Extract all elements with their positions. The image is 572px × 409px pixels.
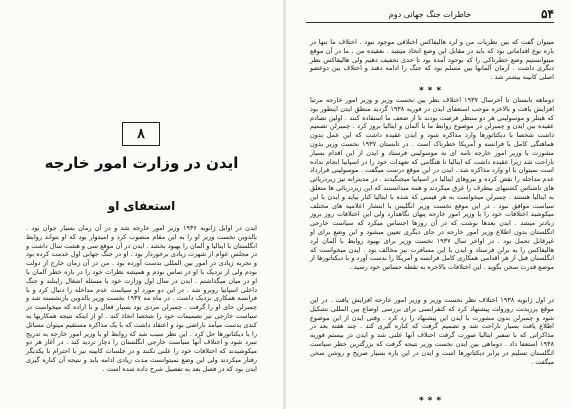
page-number: ۵۴ [541, 7, 554, 21]
right-page [286, 0, 572, 409]
chapter-number: ۸ [137, 126, 145, 142]
right-block-3 [310, 296, 554, 366]
chapter-title: ایدن در وزارت امور خارجه [44, 154, 239, 172]
paragraph-2: دوماهه تابستان تا آخرسال ۱۹۳۷ اختلاف نظر بین نخست وزیر و وزیر امور خارجه مرتبا افزایش یافت و بالاخره موجب استعفای ایدن در فوریه ۱۹۳۸ گردید منطق ایدن اینطور بود که هیتلر و موسولینی هر دو منتظر فرصت بودند تا از ضعف ما استفاده کنند . اولین تصادم عقیده بین ایدن و چمبرلن در موضوع روابط ما با آلمان و ایتالیا بروز کرد . چمبرلن تصمیم داشت شخصا با دیکتاتورها وارد مذاکره شود و ایدن عقیده داشت که این عمل بدون هماهنگی کامل با فرانسه و آمریکا خطرناک است . در تابستان ۱۹۳۷ نخست وزیر بدون مشورت با وزیر امور خارجه نامه ای به موسولینی فرستاد و ایدن از این اقدام بسیار ناراحت شد زیرا عقیده داشت که ایتالیا تا هنگامی که تعهدات خود را در اسپانیا انجام نداده است نمیتوان با او وارد مذاکره شد . ایدن در این موقع درست میگفت . موسولینی قرارداد عدم مداخله را نقض کرده و نیروهای ایتالیا در اسپانیا میجنگیدند . در مدیترانه نیز زیردریائی های ناشناس کشتیهای بیطرف را غرق میکردند و همه میدانستند که این زیردریائی ها متعلق به ایتالیا هستند . چمبرلن میخواست به هر قیمتی که شده با ایتالیا کنار بیاید و ایدن با این سیاست موافق نبود . در این موقع نخست وزیر انگلیس با انتشار اعلامیه های مختلف میکوشید اختلافات خود را با وزیر امور خارجه پنهان نگاهدارد ولی این اختلافات روز بروز زیادتر میشد . ایدن بعدها نوشت که در آن روزها احساس میکرد که سیاست خارجی انگلستان بدون اطلاع وزیر امور خارجه در جای دیگری تعیین میشود و این وضع برای او غیرقابل تحمل بود . در اواخر سال ۱۹۳۷ نخست وزیر برای بهبود روابط با آلمان لرد هالیفاکس را به برلن فرستاد و ایدن با این مسافرت نیز مخالف بود . ایدن میخواست که انگلستان قبل از هر اقدامی همکاری کامل فرانسه و آمریکا را بدست آورد و با دیکتاتورها از موضع قدرت سخن بگوید . این اختلافات بالاخره به نقطه حساس خود رسید . [310, 96, 554, 272]
left-body-container [26, 224, 257, 374]
bottom-divider-stars: *** [418, 396, 446, 406]
chapter-number-box [122, 122, 160, 146]
section-divider-stars: *** [418, 85, 446, 96]
left-page [0, 0, 283, 409]
paragraph-3: در اول ژانویه ۱۹۳۸ اختلاف نظر نخست وزیر و وزیر امور خارجه افزایش یافت . در این موقع پرزیدنت روزولت پیشنهاد کرد که کنفرانسی برای بررسی اوضاع بین المللی تشکیل شود و چمبرلن بدون مشورت با ایدن این پیشنهاد را رد کرد . وقتی ایدن از این موضوع اطلاع یافت بسیار ناراحت شد و تصمیم گرفت که کناره گیری کند . چند هفته بعد در مذاکراتی که با سفیر ایتالیا صورت گرفت اختلاف آنها علنی شد و ایدن در بیستم فوریه ۱۹۳۸ استعفا داد . دوماهی بین ایدن نخست وزیر نتیجه گرفت که بزرگترین خطر سیاست انگلستان تسلیم در برابر دیکتاتورها است و ایدن در این باره بسیار صریح و روشن سخن میگفت . [310, 296, 554, 366]
right-block-2 [310, 96, 554, 272]
bottom-divider-container [310, 392, 554, 409]
running-header [306, 8, 554, 23]
running-title: خاطرات جنگ جهانی دوم [388, 10, 472, 19]
section-title: استعفای او [107, 199, 176, 213]
paragraph-1: میتوان گفت که بین نظریات من و لرد هالیفاکس اختلافی موجود نبود . اختلاف ما تنها در باره نوع اقداماتی بود که باید در مقابل این وضع اتخاذ میشد . بعقیده من ، ما در آن موقع میتوانستیم وضع خطرناکی را که بوجود آمده بود تا حدی تخفیف دهیم ولی هالیفاکس نظر دیگری داشت . آرمان آلمانها بین مسلم بود که جنگ را ادامه دهند و اختلاف بین دوعضو اصلی کابینه بیشتر شد . [310, 38, 554, 82]
right-block-1 [310, 38, 554, 100]
left-body-text: ایدن در اوایل ژانویه ۱۹۳۶ وزیر امور خارجه شد و در آن زمان بسیار جوان بود . بالدوین نخست وزیر او را به این مقام منصوب کرد و امیدوار بود که او بتواند روابط انگلستان با ایتالیا و آلمان را بهبود بخشد . ایدن در آن موقع سی و هشت سال داشت و در مجلس عوام از شهرت زیادی برخوردار بود . او در جنگ جهانی اول خدمت کرده بود و تجربه زیادی در امور بین المللی بدست آورده بود . من در آن زمان خارج از دولت بودم ولی از نزدیک با او در تماس بودم و همیشه نظرات خود را در باره خطر آلمان با او در میان میگذاشتم . ایدن در سال اول وزارت خود با مسئله اشغال راینلند و جنگ داخلی اسپانیا روبرو شد . در این دو مورد او سیاست عدم مداخله را دنبال کرد و با فرانسه همکاری نزدیک داشت . در ماه مه ۱۹۳۷ نخست وزیر بالدوین بازنشسته شد و چمبرلن جای او را گرفت . چمبرلن مردی بود بسیار فعال و با اراده که میخواست در سیاست خارجی نیز تصمیمات خود را شخصا اتخاذ کند . او از اینکه نتیجه همکاریها به کندی بدست میآمد ناراضی بود و اعتقاد داشت که با یک مذاکره مستقیم میتوان مسائل را با دیکتاتورها حل کرد . این نظر سبب شد که روابط او با وزیر امور خارجه به تدریج سرد شود و اختلاف آنها سیاست خارجی انگلستان را دچار تردید کند . در آغاز هر دو میکوشیدند که اختلافات خود را علنی نکنند و در جلسات کابینه نیز با احترام با یکدیگر رفتار میکردند ولی این وضع نمیتوانست مدت زیادی ادامه یابد و نتیجه آن کناره گیری ایدن بود که در فصل بعد به تفصیل شرح داده شده است . [26, 224, 257, 373]
